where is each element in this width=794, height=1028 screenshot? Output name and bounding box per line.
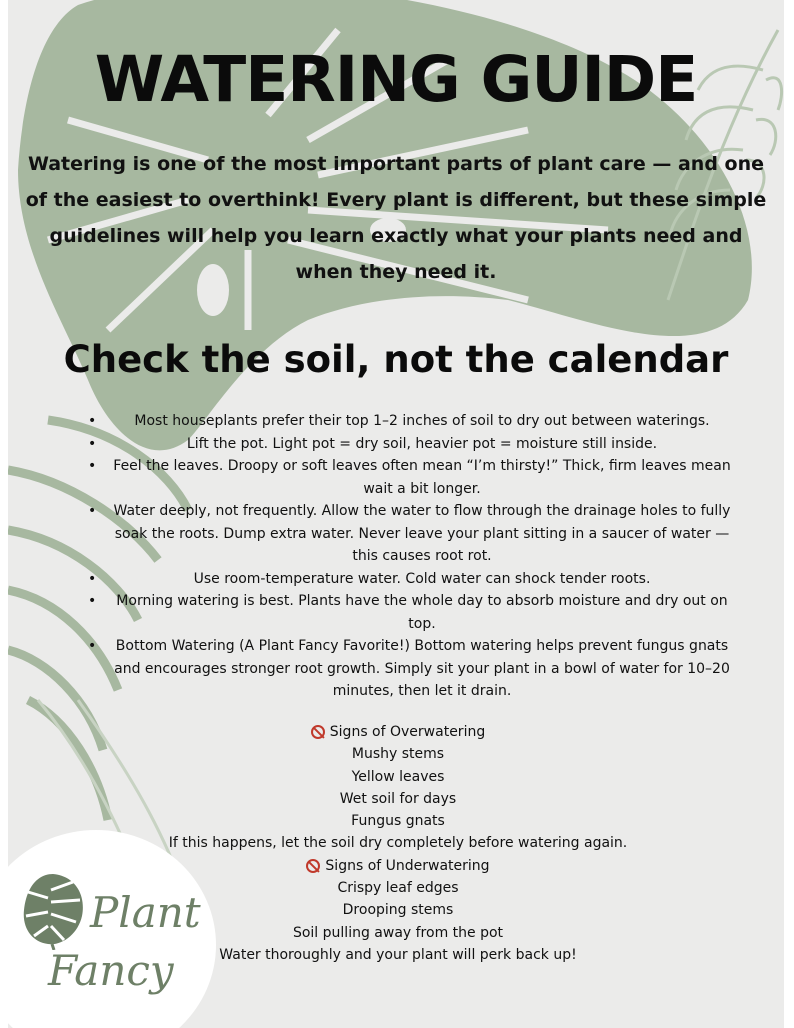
intro-paragraph: Watering is one of the most important parts of plant care — and one of the easiest to overthink! Every plant is different, but these simple guidelines will help you learn exactly what your plants need and when they need it. — [25, 153, 767, 283]
bullet-icon: • — [88, 570, 97, 587]
bullet-icon: • — [88, 593, 97, 609]
overwatering-advice: If this happens, let the soil dry completely before watering again. — [168, 835, 628, 852]
overwatering-sign: Mushy stems — [351, 746, 445, 763]
list-item: • Most houseplants prefer their top 1–2 inches of soil to dry out between waterings. — [86, 410, 736, 433]
bullet-icon: • — [88, 413, 97, 429]
section-title: Check the soil, not the calendar — [63, 338, 729, 381]
bullet-icon: • — [88, 503, 97, 519]
underwatering-sign: Soil pulling away from the pot — [292, 924, 504, 941]
page-title: WATERING GUIDE — [94, 43, 698, 116]
overwatering-heading: Signs of Overwatering — [68, 721, 728, 743]
underwatering-sign: Crispy leaf edges — [337, 880, 459, 897]
list-item: • Water deeply, not frequently. Allow the water to flow through the drainage holes to fully soak the roots. Dump extra water. Never leave your plant sitting in a saucer of water — this causes root rot. — [86, 500, 736, 568]
underwatering-sign: Drooping stems — [342, 902, 454, 919]
overwatering-sign: Fungus gnats — [351, 813, 445, 830]
underwatering-advice: Water thoroughly and your plant will perk back up! — [219, 946, 577, 963]
guide-page — [8, 0, 784, 1028]
monstera-logo-icon — [18, 870, 88, 950]
list-item: • Lift the pot. Light pot = dry soil, heavier pot = moisture still inside. — [86, 433, 736, 456]
list-item: • Morning watering is best. Plants have the whole day to absorb moisture and dry out on top. — [86, 590, 736, 635]
bullet-icon: • — [88, 435, 97, 452]
list-item: • Bottom Watering (A Plant Fancy Favorite!) Bottom watering helps prevent fungus gnats and encourages stronger root growth. Simply sit your plant in a bowl of water for 10–20 minutes, then let it drain. — [86, 635, 736, 703]
prohibited-icon — [306, 859, 320, 873]
tips-list — [86, 410, 736, 703]
overwatering-sign: Yellow leaves — [351, 768, 445, 785]
logo-wordmark-plant: Plant — [90, 888, 201, 937]
logo-wordmark-fancy: Fancy — [48, 946, 174, 995]
bullet-icon: • — [88, 458, 97, 474]
overwatering-sign: Wet soil for days — [339, 790, 457, 807]
prohibited-icon — [311, 725, 325, 739]
bullet-icon: • — [88, 638, 97, 654]
list-item: • Feel the leaves. Droopy or soft leaves often mean “I’m thirsty!” Thick, firm leaves mean wait a bit longer. — [86, 455, 736, 500]
list-item: • Use room-temperature water. Cold water can shock tender roots. — [86, 568, 736, 591]
underwatering-heading: Signs of Underwatering — [68, 855, 728, 877]
